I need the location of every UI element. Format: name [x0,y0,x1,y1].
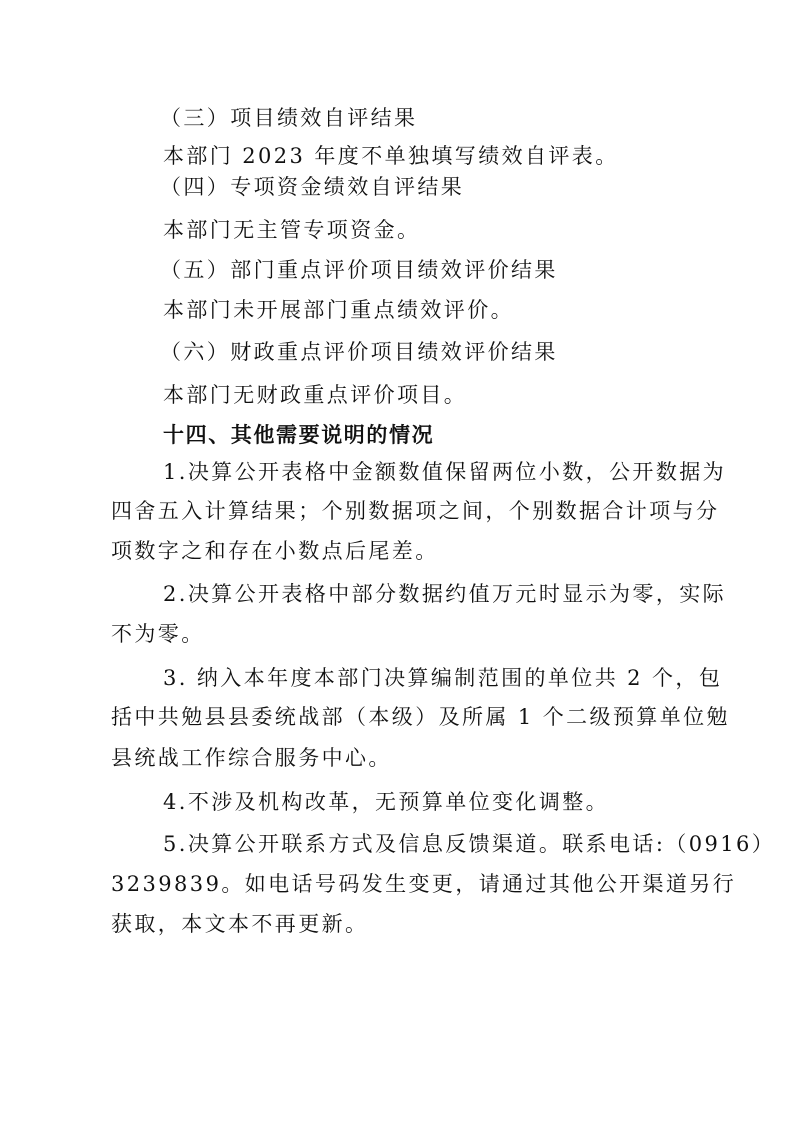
section-6-title: （六）财政重点评价项目绩效评价结果 [160,340,558,364]
section-6-body: 本部门无财政重点评价项目。 [163,383,468,407]
item-3-line-2: 括中共勉县县委统战部（本级）及所属 1 个二级预算单位勉 [111,705,730,729]
item-5-line-3: 获取，本文本不再更新。 [111,912,369,936]
section-3-body: 本部门 2023 年度不单独填写绩效自评表。 [163,144,619,168]
item-5-line-2: 3239839。如电话号码发生变更，请通过其他公开渠道另行 [111,872,737,896]
item-1-line-2: 四舍五入计算结果；个别数据项之间，个别数据合计项与分 [111,499,720,523]
item-3-line-1: 3. 纳入本年度本部门决算编制范围的单位共 2 个，包 [163,666,723,690]
section-4-body: 本部门无主管专项资金。 [163,218,421,242]
section-5-body: 本部门未开展部门重点绩效评价。 [163,298,514,322]
item-3-line-3: 县统战工作综合服务中心。 [111,746,392,770]
item-2-line-2: 不为零。 [111,622,205,646]
item-4-line-1: 4.不涉及机构改革，无预算单位变化调整。 [163,790,610,814]
section-5-title: （五）部门重点评价项目绩效评价结果 [160,258,558,282]
item-1-line-3: 项数字之和存在小数点后尾差。 [111,539,439,563]
section-4-title: （四）专项资金绩效自评结果 [160,175,465,199]
section-14-heading: 十四、其他需要说明的情况 [163,423,435,447]
item-2-line-1: 2.决算公开表格中部分数据约值万元时显示为零，实际 [163,582,727,606]
item-5-line-1: 5.决算公开联系方式及信息反馈渠道。联系电话:（0916） [163,832,776,856]
item-1-line-1: 1.决算公开表格中金额数值保留两位小数，公开数据为 [163,460,727,484]
section-3-title: （三）项目绩效自评结果 [160,106,418,130]
